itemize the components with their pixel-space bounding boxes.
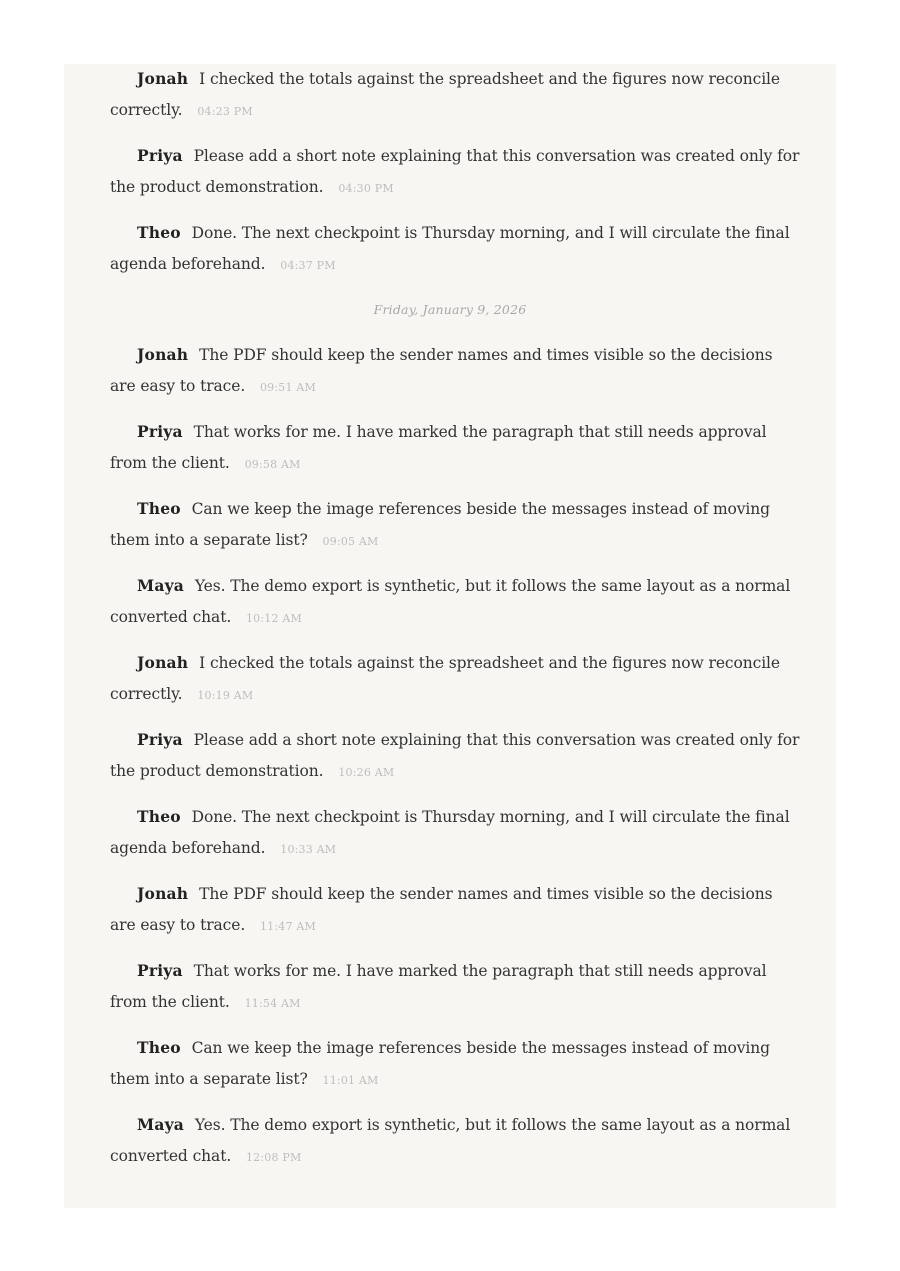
message-text: The PDF should keep the sender names and times visible so the decisions are easy to trace. xyxy=(110,346,773,395)
message-text: The PDF should keep the sender names and times visible so the decisions are easy to trace. xyxy=(110,885,773,934)
message-time: 09:05 AM xyxy=(322,534,379,548)
message-time: 10:33 AM xyxy=(280,842,337,856)
message-text: Can we keep the image references beside the messages instead of moving them into a separate list? xyxy=(110,1039,770,1088)
chat-transcript-page xyxy=(64,64,836,1208)
message-text: Yes. The demo export is synthetic, but it follows the same layout as a normal converted chat. xyxy=(110,1116,791,1165)
message-text: That works for me. I have marked the paragraph that still needs approval from the client. xyxy=(110,423,767,472)
message-text: Please add a short note explaining that this conversation was created only for the product demonstration. xyxy=(110,147,800,196)
message-text: Done. The next checkpoint is Thursday morning, and I will circulate the final agenda beforehand. xyxy=(110,224,790,273)
message-sender: Theo xyxy=(137,807,181,826)
message-time: 12:08 PM xyxy=(245,1150,302,1164)
message-time: 10:26 AM xyxy=(338,765,395,779)
message-text: Please add a short note explaining that this conversation was created only for the product demonstration. xyxy=(110,731,800,780)
message-sender: Priya xyxy=(137,730,183,749)
chat-message xyxy=(110,340,800,403)
message-sender: Jonah xyxy=(137,345,189,364)
chat-message xyxy=(110,956,800,1019)
message-time: 04:37 PM xyxy=(280,258,336,272)
chat-message xyxy=(110,571,800,634)
message-sender: Priya xyxy=(137,146,183,165)
message-time: 04:30 PM xyxy=(338,181,394,195)
message-text: I checked the totals against the spreadsheet and the figures now reconcile correctly. xyxy=(110,654,780,703)
message-sender: Jonah xyxy=(137,653,189,672)
message-sender: Maya xyxy=(137,1115,185,1134)
chat-message xyxy=(110,725,800,788)
chat-message xyxy=(110,1033,800,1096)
chat-message xyxy=(110,802,800,865)
chat-message xyxy=(110,879,800,942)
message-sender: Priya xyxy=(137,961,183,980)
message-time: 09:58 AM xyxy=(244,457,301,471)
message-time: 10:12 AM xyxy=(245,611,302,625)
message-text: That works for me. I have marked the paragraph that still needs approval from the client. xyxy=(110,962,767,1011)
chat-message xyxy=(110,1110,800,1173)
message-text: Done. The next checkpoint is Thursday morning, and I will circulate the final agenda beforehand. xyxy=(110,808,790,857)
message-sender: Jonah xyxy=(137,69,189,88)
chat-message xyxy=(110,648,800,711)
chat-message xyxy=(110,64,800,127)
message-sender: Theo xyxy=(137,223,181,242)
message-time: 11:54 AM xyxy=(244,996,301,1010)
chat-message xyxy=(110,417,800,480)
message-text: Yes. The demo export is synthetic, but it follows the same layout as a normal converted chat. xyxy=(110,577,791,626)
chat-message xyxy=(110,141,800,204)
message-text: I checked the totals against the spreadsheet and the figures now reconcile correctly. xyxy=(110,70,780,119)
chat-message xyxy=(110,494,800,557)
message-sender: Theo xyxy=(137,1038,181,1057)
message-sender: Jonah xyxy=(137,884,189,903)
chat-message xyxy=(110,218,800,281)
message-time: 10:19 AM xyxy=(197,688,254,702)
message-text: Can we keep the image references beside the messages instead of moving them into a separate list? xyxy=(110,500,770,549)
message-time: 11:01 AM xyxy=(322,1073,379,1087)
day-divider: Friday, January 9, 2026 xyxy=(373,302,527,317)
message-sender: Priya xyxy=(137,422,183,441)
message-time: 11:47 AM xyxy=(259,919,316,933)
message-time: 09:51 AM xyxy=(259,380,316,394)
message-time: 04:23 PM xyxy=(197,104,253,118)
message-sender: Theo xyxy=(137,499,181,518)
message-sender: Maya xyxy=(137,576,185,595)
